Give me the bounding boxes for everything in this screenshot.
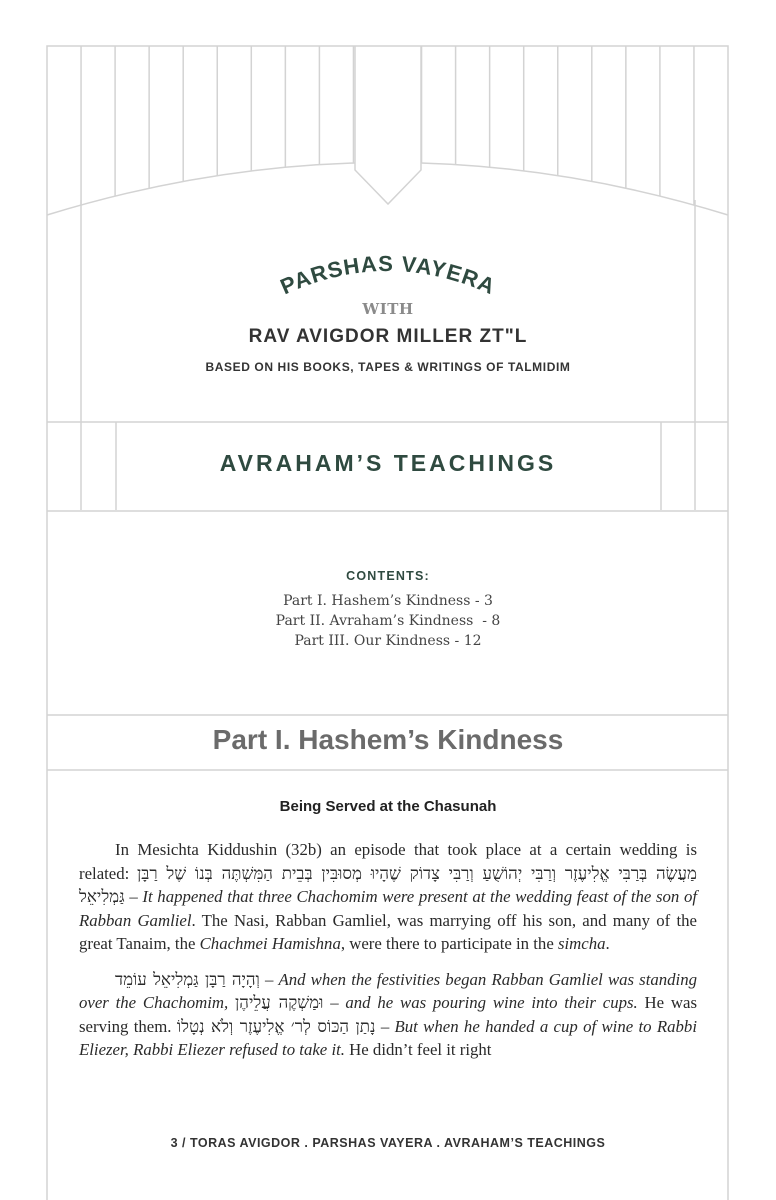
translation: – and he was pouring wine into their cups. bbox=[323, 993, 638, 1012]
text: – bbox=[124, 887, 143, 906]
author-name: RAV AVIGDOR MILLER ZT"L bbox=[248, 326, 528, 347]
translation: It happened that three Chachomim were present at the wedding feast of the son of Rabban Gamliel bbox=[79, 887, 698, 930]
contents-label: CONTENTS: bbox=[346, 569, 430, 583]
text: . The Nasi, Rabban Gamliel, was marrying off his son, and many of the great Tanaim, the bbox=[79, 910, 697, 953]
term: Chachmei Hamishna bbox=[199, 934, 341, 953]
text: He didn’t feel it right bbox=[344, 1040, 492, 1059]
table-of-contents bbox=[0, 591, 776, 651]
page-footer: 3 / TORAS AVIGDOR . PARSHAS VAYERA . AVRAHAM’S TEACHINGS bbox=[170, 1136, 606, 1150]
footer-area bbox=[0, 1130, 776, 1150]
hebrew-quote: וְהָיָה רַבָּן גַּמְלִיאֵל עוֹמֵד bbox=[115, 968, 260, 989]
translation: – But when he handed a cup of wine to Rabbi Eliezer, Rabbi Eliezer refused to take it. bbox=[79, 1016, 697, 1059]
paragraph bbox=[79, 968, 697, 1062]
toc-item[interactable]: Part I. Hashem’s Kindness - 3 bbox=[283, 593, 493, 609]
section-title: Being Served at the Chasunah bbox=[279, 798, 497, 815]
text: , were there to participate in the bbox=[340, 934, 558, 953]
term: simcha bbox=[557, 934, 606, 953]
hebrew-quote: מַעֲשֶׂה בְּרַבִּי אֱלִיעֶזֶר וְרַבִּי יְהוֹשֻׁעַ וְרַבִּי צָדוֹק שֶׁהָיוּ מְסוּבִּין בְּבֵית הַמִּשְׁתֶּה בְּנוֹ שֶׁל רַבָּן גַּמְלִיאֵל bbox=[79, 862, 697, 906]
body-text bbox=[79, 838, 697, 1074]
part-heading: Part I. Hashem’s Kindness bbox=[212, 724, 564, 755]
text: . bbox=[605, 934, 610, 953]
subtitle: AVRAHAM’S TEACHINGS bbox=[219, 450, 557, 476]
based-on-caption: BASED ON HIS BOOKS, TAPES & WRITINGS OF TALMIDIM bbox=[205, 360, 571, 374]
parsha-title: PARSHAS VAYERA bbox=[276, 250, 500, 300]
hebrew-quote: נָתַן הַכּוֹס לְר׳ אֱלִיעֶזֶר וְלֹא נְטָלוֹ bbox=[176, 1015, 376, 1036]
text: He was serving them. bbox=[79, 993, 697, 1036]
translation: – And when the festivities began Rabban Gamliel was standing over the Chachomim, bbox=[79, 969, 697, 1012]
hebrew-quote: וּמַשְׁקֶה עֲלֵיהֶן bbox=[235, 992, 324, 1012]
text: In Mesichta Kiddushin (32b) an episode that took place at a certain wedding is related: bbox=[79, 840, 697, 883]
with-label: WITH bbox=[362, 300, 414, 318]
toc-item[interactable]: Part II. Avraham’s Kindness - 8 bbox=[275, 613, 501, 629]
paragraph bbox=[79, 838, 697, 956]
toc-item[interactable]: Part III. Our Kindness - 12 bbox=[294, 633, 482, 649]
